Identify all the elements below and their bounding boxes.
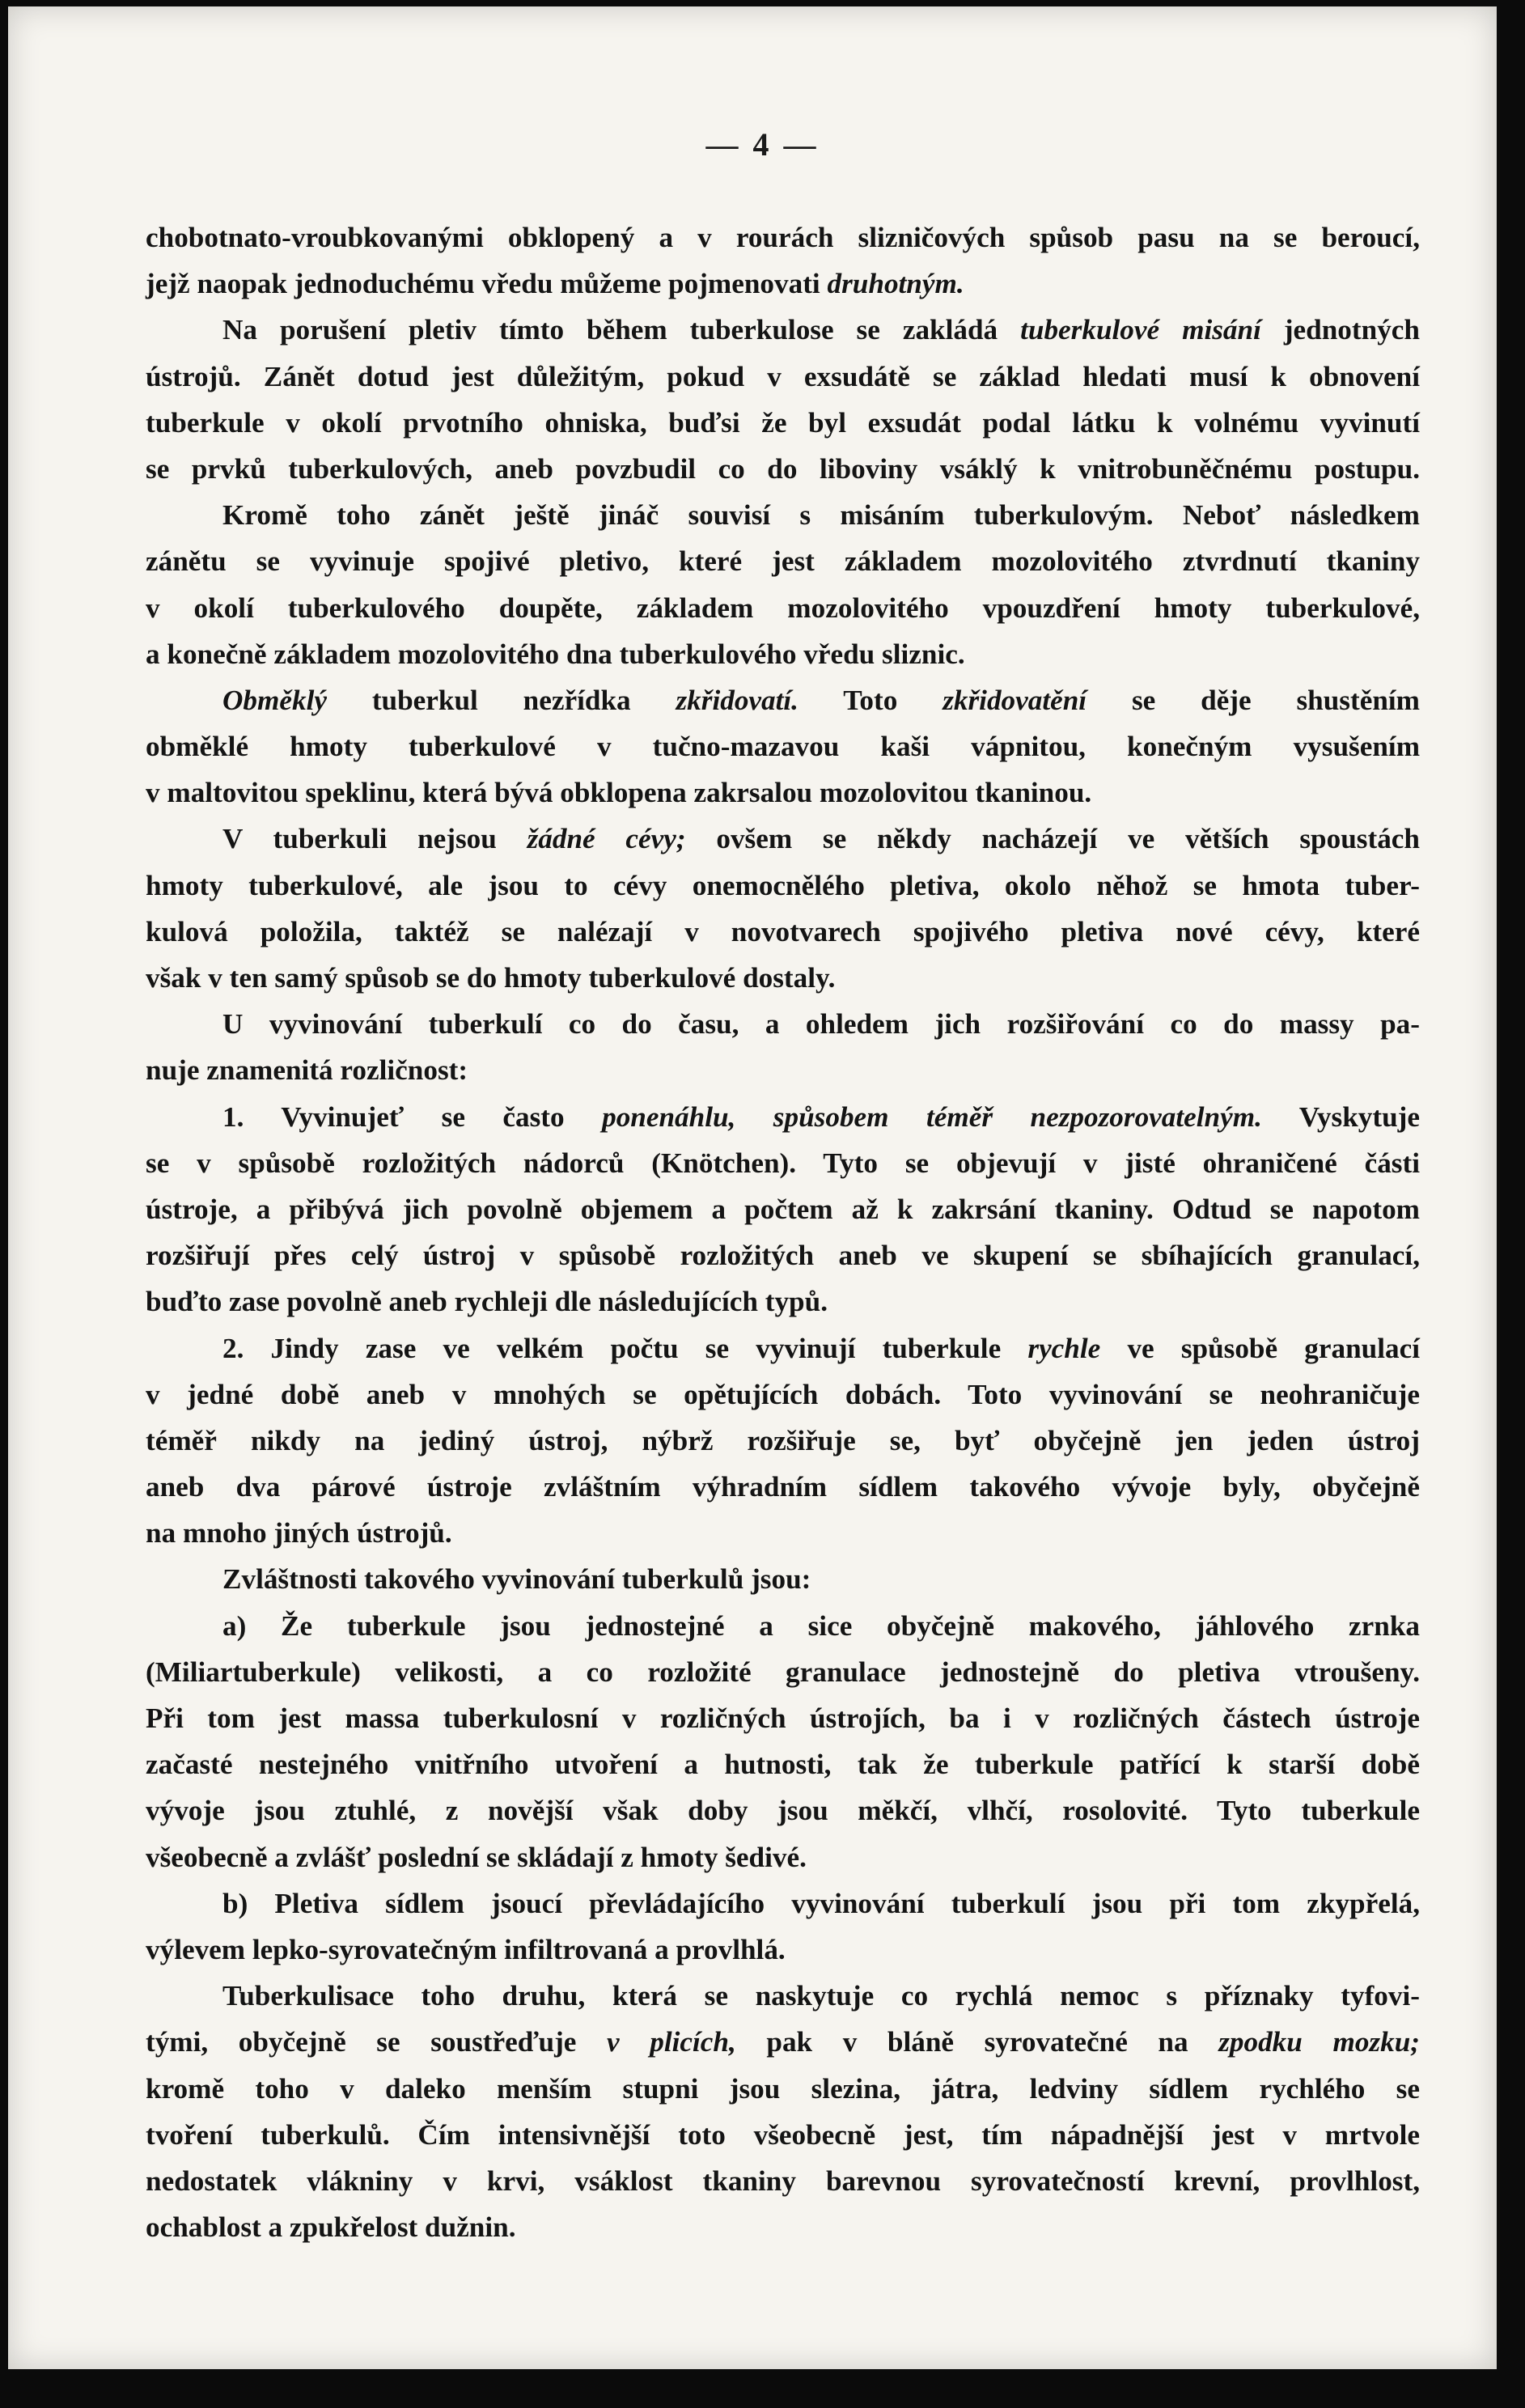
text-line bbox=[146, 816, 1420, 862]
text-segment: U vyvinování tuberkulí co do času, a ohledem jich rozšiřování co do massy pa- bbox=[222, 1008, 1420, 1041]
text-line bbox=[146, 2019, 1420, 2065]
text-segment: kulová položila, taktéž se nalézají v novotvarech spojivého pletiva nové cévy, které bbox=[146, 915, 1420, 948]
text-line bbox=[146, 585, 1420, 631]
text-segment: kromě toho v daleko menším stupni jsou slezina, játra, ledviny sídlem rychlého se bbox=[146, 2072, 1420, 2105]
text-segment: rozšiřují přes celý ústroj v spůsobě rozložitých aneb ve skupení se sbíhajících granulací, bbox=[146, 1240, 1420, 1272]
text-segment: v okolí tuberkulového doupěte, základem mozolovitého vpouzdření hmoty tuberkulové, bbox=[146, 591, 1420, 624]
text-segment: v maltovitou speklinu, která bývá obklopena zakrsalou mozolovitou tkaninou. bbox=[146, 777, 1092, 809]
text-segment: ovšem se někdy nacházejí ve větších spoustách bbox=[685, 823, 1420, 855]
text-segment: však v ten samý spůsob se do hmoty tuberkulové dostaly. bbox=[146, 962, 836, 994]
text-line bbox=[146, 1927, 1420, 1973]
text-segment: Při tom jest massa tuberkulosní v rozličných ústrojích, ba i v rozličných částech ústroje bbox=[146, 1702, 1420, 1734]
text-segment: aneb dva párové ústroje zvláštním výhradním sídlem takového vývoje byly, obyčejně bbox=[146, 1471, 1420, 1503]
text-line bbox=[146, 1325, 1420, 1371]
text-line bbox=[146, 2158, 1420, 2204]
text-segment: Na porušení pletiv tímto během tuberkulose se zakládá bbox=[222, 314, 1021, 346]
text-segment: druhotným. bbox=[827, 268, 964, 300]
text-line bbox=[146, 1603, 1420, 1649]
text-segment: ústroje, a přibývá jich povolně objemem a počtem až k zakrsání tkaniny. Odtud se napotom bbox=[146, 1193, 1420, 1225]
text-line bbox=[146, 2066, 1420, 2112]
text-segment: tvoření tuberkulů. Čím intensivnější toto všeobecně jest, tím nápadnější jest v mrtvole bbox=[146, 2118, 1420, 2151]
text-line bbox=[146, 1140, 1420, 1186]
text-line bbox=[146, 446, 1420, 492]
text-line bbox=[146, 1787, 1420, 1834]
text-segment: nuje znamenitá rozličnost: bbox=[146, 1054, 468, 1087]
text-line bbox=[146, 1741, 1420, 1787]
text-segment: ochablost a zpukřelost dužnin. bbox=[146, 2211, 516, 2244]
text-line bbox=[146, 1278, 1420, 1325]
text-segment: ústrojů. Zánět dotud jest důležitým, pokud v exsudátě se základ hledati musí k obnovení bbox=[146, 360, 1420, 392]
text-segment: Zvláštnosti takového vyvinování tuberkulů jsou: bbox=[222, 1563, 811, 1596]
text-segment: nedostatek vlákniny v krvi, vsáklost tkaniny barevnou syrovatečností krevní, provlhlost, bbox=[146, 2164, 1420, 2197]
text-line bbox=[146, 1510, 1420, 1556]
text-line bbox=[146, 1649, 1420, 1695]
text-segment: Vyskytuje bbox=[1261, 1100, 1421, 1133]
text-line bbox=[146, 1695, 1420, 1741]
text-segment: tuberkulové misání bbox=[1020, 314, 1261, 346]
text-segment: a) Že tuberkule jsou jednostejné a sice obyčejně makového, jáhlového zrnka bbox=[222, 1609, 1420, 1642]
text-segment: (Miliartuberkule) velikosti, a co rozložité granulace jednostejně do pletiva vtroušeny. bbox=[146, 1656, 1420, 1688]
text-line bbox=[146, 631, 1420, 677]
text-line bbox=[146, 1186, 1420, 1232]
text-segment: tuberkule v okolí prvotního ohniska, buďsi že byl exsudát podal látku k volnému vyvinutí bbox=[146, 406, 1420, 439]
text-segment: obměklé hmoty tuberkulové v tučno-mazavou kaši vápnitou, konečným vysušením bbox=[146, 731, 1420, 763]
text-segment: jednotných bbox=[1260, 314, 1420, 346]
text-segment: jejž naopak jednoduchému vředu můžeme pojmenovati bbox=[146, 268, 828, 300]
text-segment: se děje shustěním bbox=[1087, 684, 1420, 716]
text-line bbox=[146, 492, 1420, 538]
text-segment: téměř nikdy na jediný ústroj, nýbrž rozšiřuje se, byť obyčejně jen jeden ústroj bbox=[146, 1424, 1420, 1456]
text-line bbox=[146, 1094, 1420, 1140]
text-line bbox=[146, 1464, 1420, 1510]
text-segment: Obměklý bbox=[222, 684, 327, 716]
text-line bbox=[146, 2112, 1420, 2158]
text-line bbox=[146, 1047, 1420, 1093]
text-line bbox=[146, 1232, 1420, 1278]
text-line bbox=[146, 538, 1420, 584]
text-line bbox=[146, 307, 1420, 353]
text-segment: na mnoho jiných ústrojů. bbox=[146, 1517, 452, 1550]
text-line bbox=[146, 769, 1420, 816]
text-line bbox=[146, 354, 1420, 400]
text-segment: b) Pletiva sídlem jsoucí převládajícího vyvinování tuberkulí jsou při tom zkypřelá, bbox=[222, 1887, 1420, 1919]
text-segment: tými, obyčejně se soustřeďuje bbox=[146, 2026, 608, 2058]
text-segment: 2. Jindy zase ve velkém počtu se vyvinují tuberkule bbox=[222, 1332, 1028, 1364]
text-line bbox=[146, 1556, 1420, 1602]
text-line bbox=[146, 863, 1420, 909]
text-line bbox=[146, 1880, 1420, 1927]
text-line bbox=[146, 261, 1420, 307]
text-segment: V tuberkuli nejsou bbox=[222, 823, 527, 855]
text-line bbox=[146, 909, 1420, 955]
text-segment: rychle bbox=[1027, 1332, 1101, 1364]
text-segment: ve spůsobě granulací bbox=[1100, 1332, 1420, 1364]
text-segment: zánětu se vyvinuje spojivé pletivo, které jest základem mozolovitého ztvrdnutí tkaniny bbox=[146, 545, 1420, 578]
text-line bbox=[146, 723, 1420, 769]
text-segment: vývoje jsou ztuhlé, z novější však doby jsou měkčí, vlhčí, rosolovité. Tyto tuberkule bbox=[146, 1795, 1420, 1827]
text-segment: v plicích, bbox=[607, 2026, 736, 2058]
text-segment: výlevem lepko-syrovatečným infiltrovaná a provlhlá. bbox=[146, 1933, 786, 1965]
text-segment: zkřidovatí. bbox=[676, 684, 799, 716]
text-segment: zkřidovatění bbox=[943, 684, 1087, 716]
text-line bbox=[146, 400, 1420, 446]
text-segment: v jedné době aneb v mnohých se opětujících dobách. Toto vyvinování se neohraničuje bbox=[146, 1378, 1420, 1410]
text-segment: žádné cévy; bbox=[527, 823, 686, 855]
body-text bbox=[146, 214, 1420, 2250]
text-line bbox=[146, 1371, 1420, 1418]
text-segment: ponenáhlu, spůsobem téměř nezpozorovatelným. bbox=[602, 1100, 1262, 1133]
text-segment: Kromě toho zánět ještě jináč souvisí s misáním tuberkulovým. Neboť následkem bbox=[222, 499, 1420, 532]
text-segment: chobotnato-vroubkovanými obklopený a v rourách slizničových spůsob pasu na se beroucí, bbox=[146, 222, 1420, 253]
text-segment: všeobecně a zvlášť poslední se skládají z hmoty šedivé. bbox=[146, 1841, 807, 1873]
text-segment: začasté nestejného vnitřního utvoření a hutnosti, tak že tuberkule patřící k starší době bbox=[146, 1749, 1420, 1781]
text-segment: buďto zase povolně aneb rychleji dle následujících typů. bbox=[146, 1286, 828, 1318]
text-segment: Tuberkulisace toho druhu, která se naskytuje co rychlá nemoc s příznaky tyfovi- bbox=[222, 1980, 1420, 2012]
text-line bbox=[146, 1834, 1420, 1880]
text-line bbox=[146, 955, 1420, 1001]
text-line bbox=[146, 2204, 1420, 2250]
text-segment: Toto bbox=[798, 684, 943, 716]
text-segment: pak v bláně syrovatečné na bbox=[735, 2026, 1219, 2058]
text-segment: 1. Vyvinujeť se často bbox=[222, 1100, 603, 1133]
text-line bbox=[146, 1001, 1420, 1047]
text-line bbox=[146, 1973, 1420, 2019]
page-number: — 4 — bbox=[705, 126, 820, 163]
text-segment: se v spůsobě rozložitých nádorců (Knötchen). Tyto se objevují v jisté ohraničené části bbox=[146, 1147, 1420, 1179]
text-line bbox=[146, 677, 1420, 723]
text-segment: a konečně základem mozolovitého dna tuberkulového vředu sliznic. bbox=[146, 638, 965, 670]
text-segment: hmoty tuberkulové, ale jsou to cévy onemocnělého pletiva, okolo něhož se hmota tuber- bbox=[146, 869, 1420, 901]
text-segment: se prvků tuberkulových, aneb povzbudil co do liboviny vsáklý k vnitrobuněčnému postupu. bbox=[146, 452, 1420, 485]
text-line bbox=[146, 1418, 1420, 1464]
text-line bbox=[146, 214, 1420, 261]
text-segment: zpodku mozku; bbox=[1218, 2026, 1420, 2058]
text-segment: tuberkul nezřídka bbox=[326, 684, 676, 716]
